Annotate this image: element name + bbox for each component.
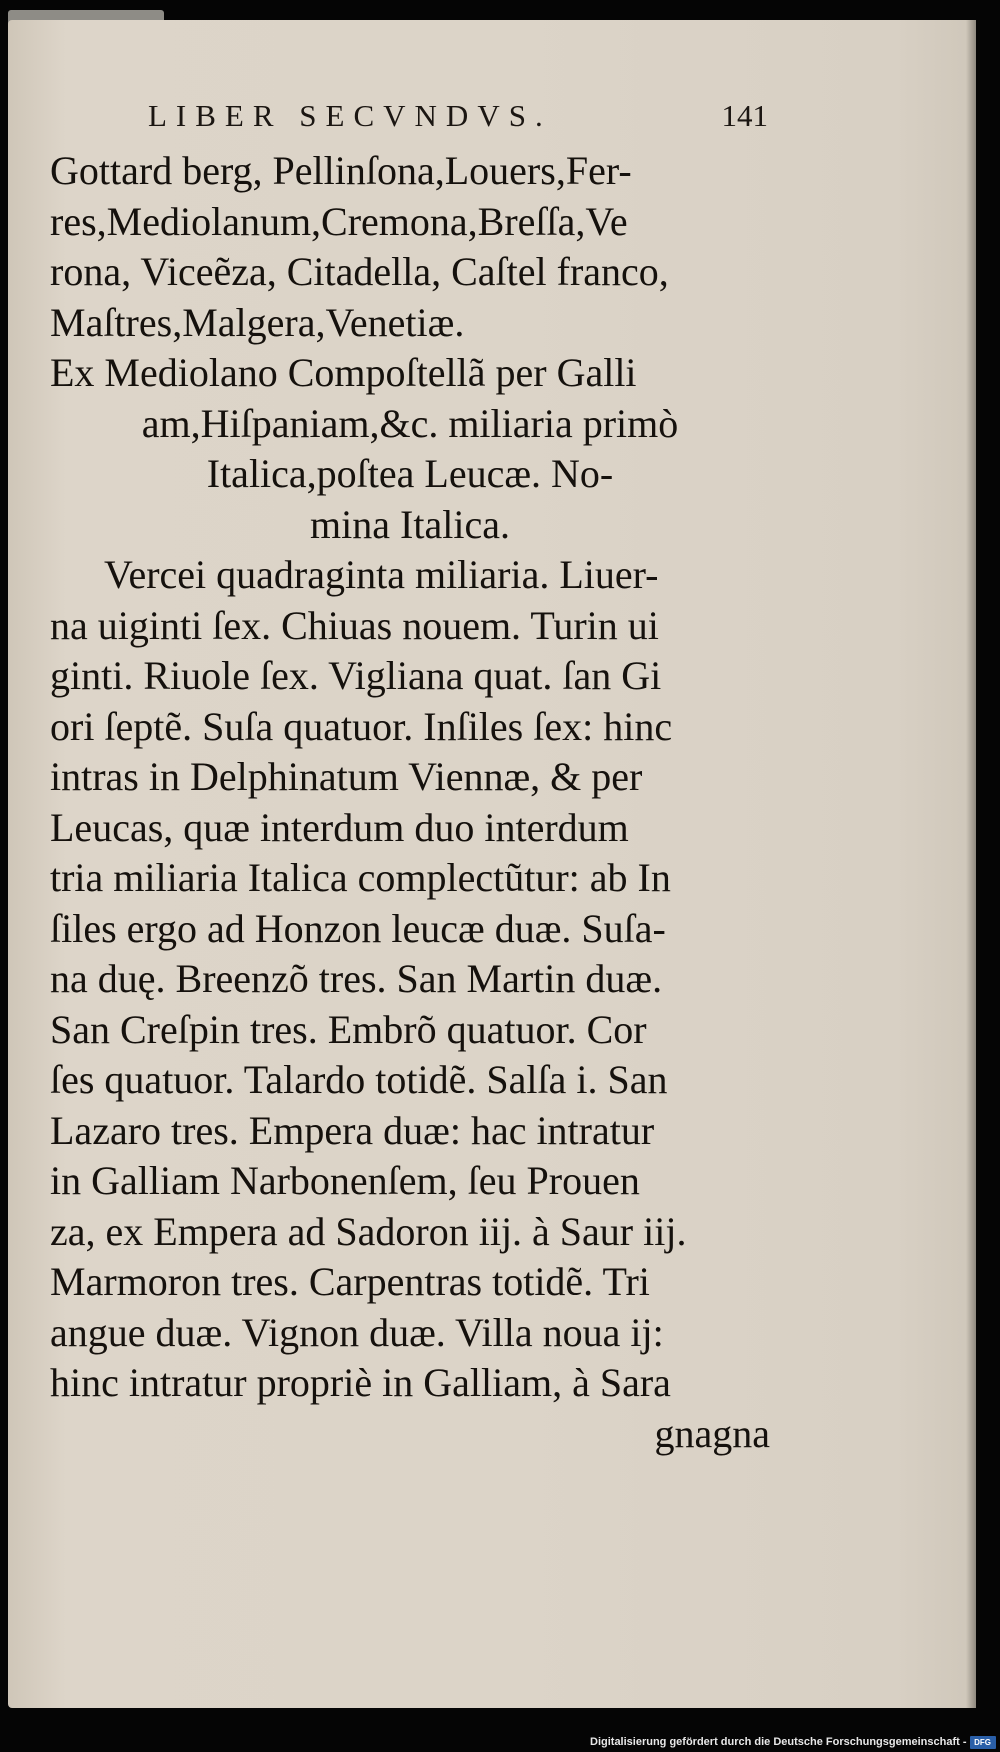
section-heading-line: Italica,poſtea Leucæ. No- [206, 451, 614, 496]
text-line: ſiles ergo ad Honzon leucæ duæ. Suſa- [50, 905, 666, 951]
dfg-logo-icon: DFG [970, 1736, 996, 1749]
text-line: San Creſpin tres. Embrõ quatuor. Cor [50, 1006, 647, 1052]
text-line: hinc intratur propriè in Galliam, à Sara [50, 1360, 671, 1405]
section-heading-line: Ex Mediolano Compoſtellã per Galli [50, 350, 637, 395]
text-line: ginti. Riuole ſex. Vigliana quat. ſan Gi [50, 653, 662, 698]
running-head: LIBER SECVNDVS. [148, 98, 552, 133]
section-heading-line: am,Hiſpaniam,&c. miliaria primò [141, 400, 679, 446]
catchword: gnagna [654, 1410, 770, 1456]
text-line: Marmoron tres. Carpentras totidẽ. Tri [50, 1259, 650, 1304]
text-line: tria miliaria Italica complectũtur: ab In [50, 855, 671, 900]
page-header [148, 98, 768, 138]
text-line: ori ſeptẽ. Suſa quatuor. Inſiles ſex: hinc [50, 703, 673, 749]
page-edge [966, 20, 976, 1708]
text-line: res,Mediolanum,Cremona,Breſſa,Ve [50, 198, 628, 244]
section-heading-line: mina Italica. [310, 501, 510, 547]
text-line: Lazaro tres. Empera duæ: hac intratur [50, 1107, 655, 1153]
text-line: in Galliam Narbonenſem, ſeu Prouen [50, 1158, 640, 1203]
text-line: ſes quatuor. Talardo totidẽ. Salſa i. San [50, 1057, 668, 1102]
text-line: angue duæ. Vignon duæ. Villa noua ij: [50, 1309, 664, 1355]
digitization-credit [590, 1733, 996, 1751]
text-line: na duę. Breenzõ tres. San Martin duæ. [50, 956, 663, 1001]
credit-text: Digitalisierung gefördert durch die Deutsche Forschungsgemeinschaft - [590, 1736, 967, 1748]
text-line: Maſtres,Malgera,Venetiæ. [50, 299, 465, 345]
text-line: intras in Delphinatum Viennæ, & per [50, 754, 643, 799]
text-line: Gottard berg, Pellinſona,Louers,Fer- [50, 148, 632, 193]
text-line: na uiginti ſex. Chiuas nouem. Turin ui [50, 602, 659, 648]
page-number: 141 [721, 98, 768, 133]
text-line: Vercei quadraginta miliaria. Liuer- [104, 552, 659, 597]
body-text [50, 146, 770, 1459]
text-line: rona, Viceẽza, Citadella, Caſtel franco, [50, 249, 669, 294]
text-line: za, ex Empera ad Sadoron iij. à Saur iij. [50, 1208, 687, 1254]
text-line: Leucas, quæ interdum duo interdum [50, 804, 629, 850]
